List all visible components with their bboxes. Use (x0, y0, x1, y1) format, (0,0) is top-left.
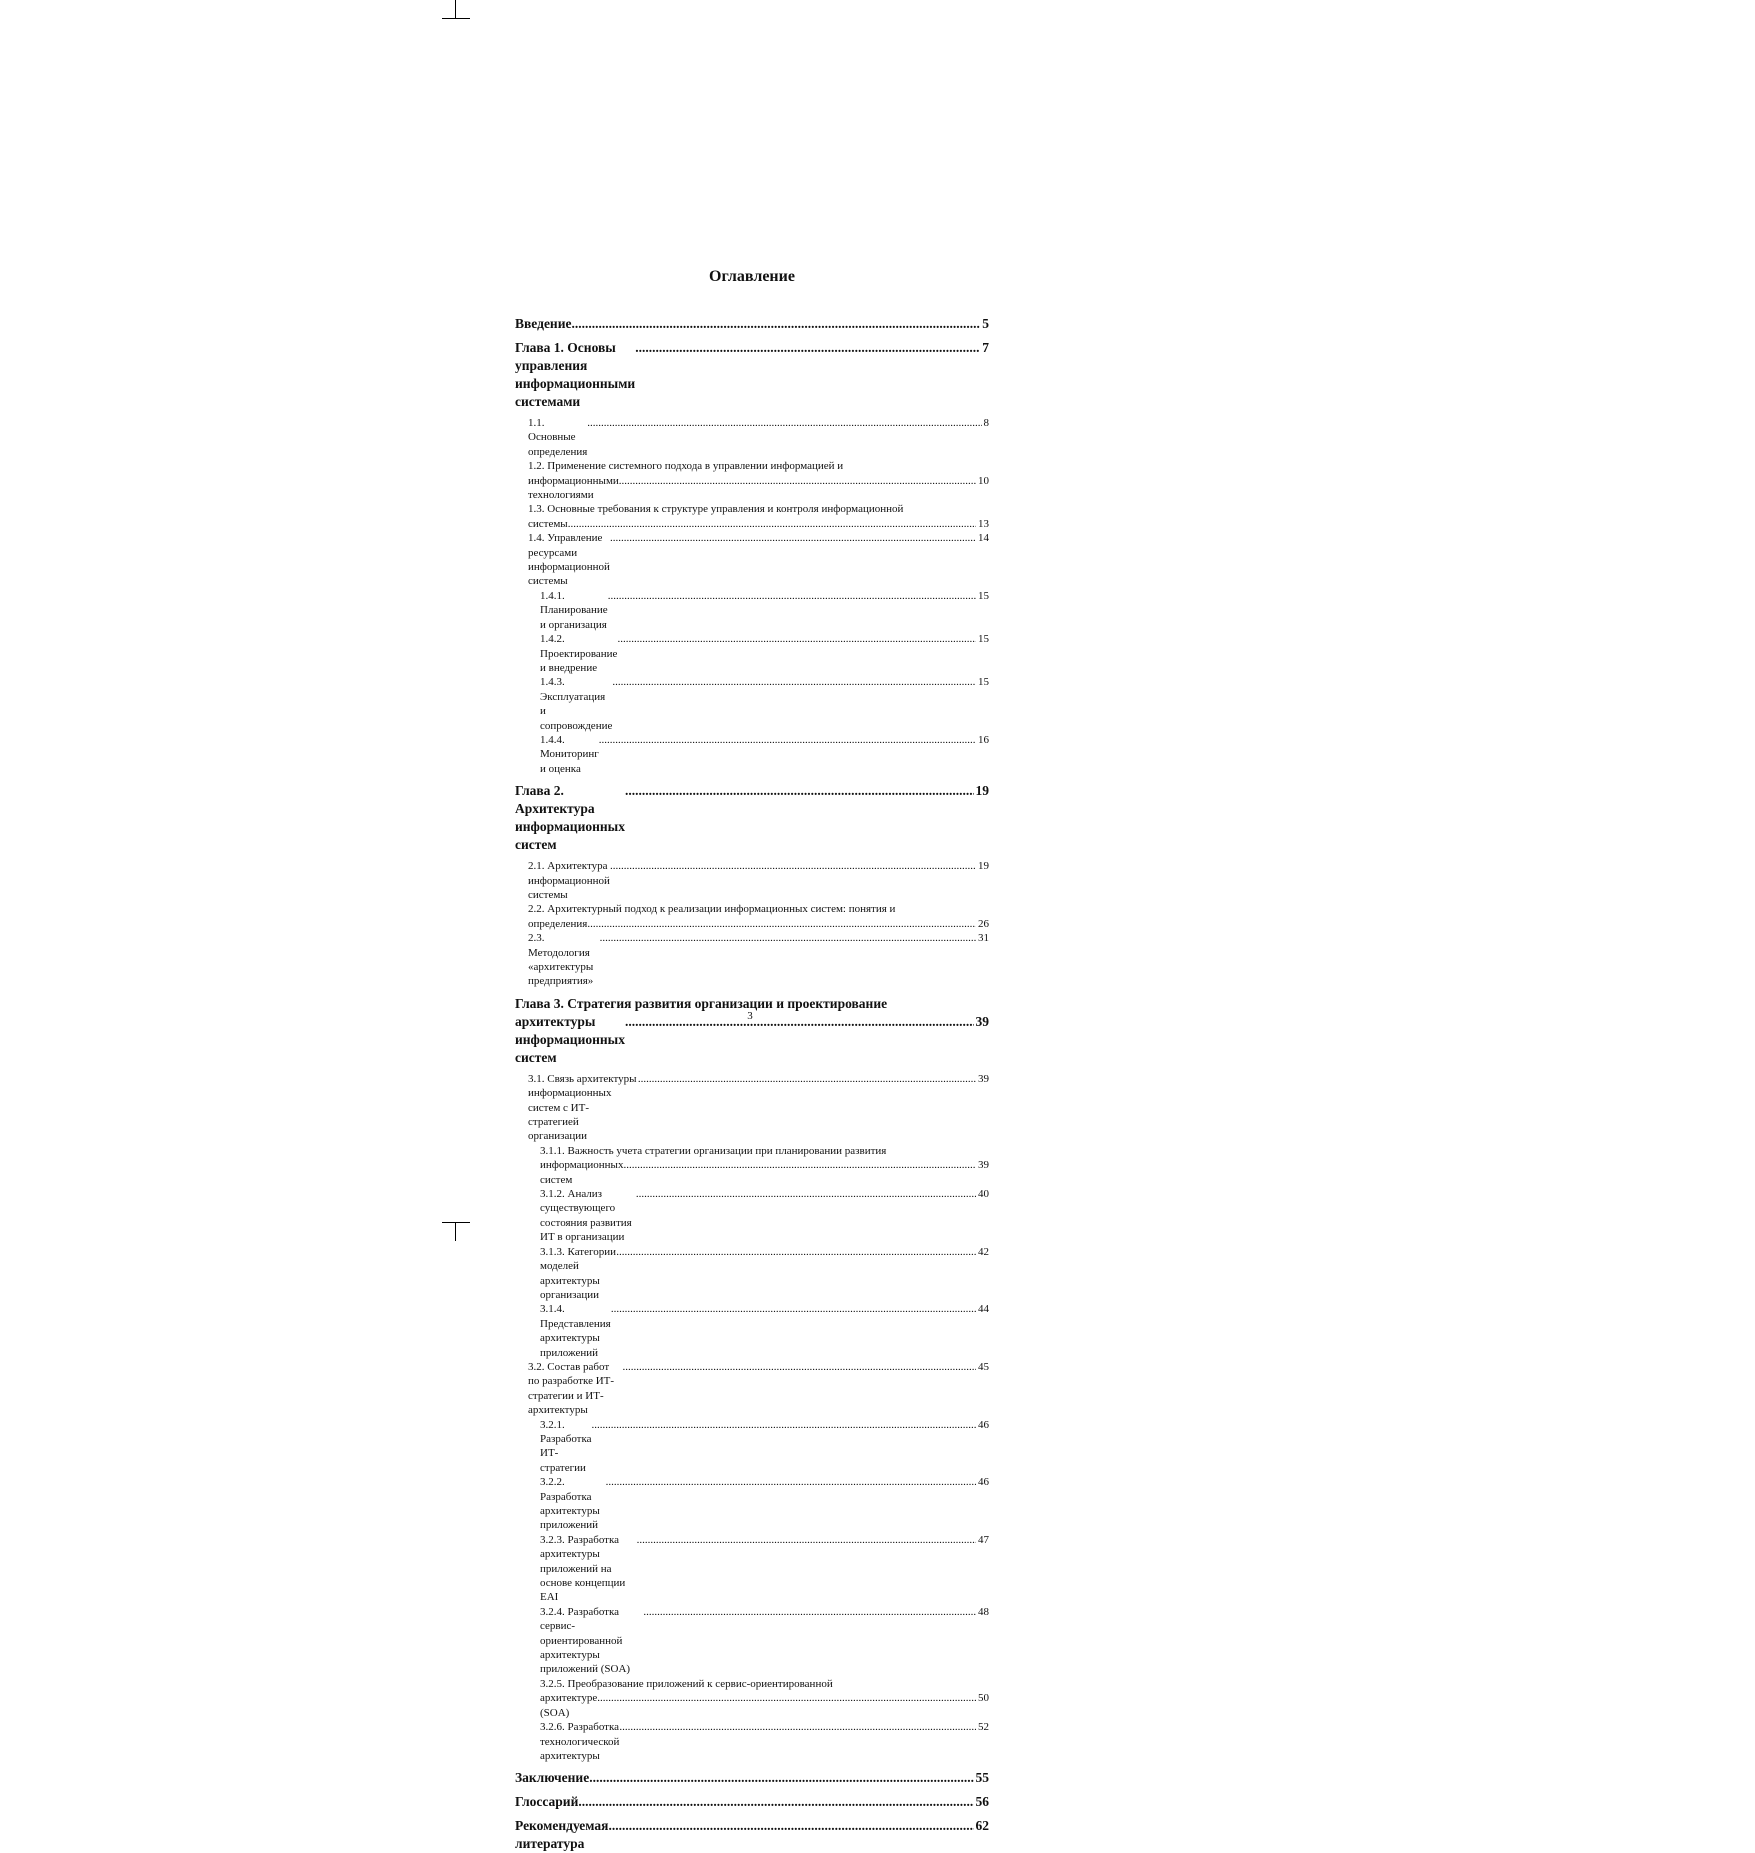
toc-page-number: 15 (978, 589, 989, 602)
toc-entry-chapter-1[interactable] (515, 339, 989, 411)
toc-entry-label: архитектуры информационных систем (515, 1013, 625, 1065)
crop-mark-top-vertical (455, 0, 456, 18)
toc-entry-label: 3.1.3. Категории моделей архитектуры организации (540, 1245, 616, 1301)
toc-entry-label: 1.4. Управление ресурсами информационной системы (528, 532, 610, 588)
toc-entry-label: информационными технологиями (528, 474, 619, 502)
toc-entry-intro[interactable] (515, 315, 989, 333)
toc-page-number: 46 (978, 1418, 989, 1431)
toc-entry-1-1[interactable] (515, 416, 989, 459)
toc-page-number: 45 (978, 1360, 989, 1373)
toc-leader (608, 589, 976, 603)
toc-page-number: 31 (978, 932, 989, 945)
toc-page-number: 39 (978, 1072, 989, 1085)
toc-page-number: 19 (978, 860, 989, 873)
toc-entry-label: 1.4.1. Планирование и организация (540, 589, 608, 631)
toc-leader (568, 517, 976, 531)
toc-leader (636, 1187, 976, 1201)
toc-entry-3-2-2[interactable] (515, 1475, 989, 1533)
toc-leader (617, 632, 976, 646)
toc-entry-label-line1: 3.1.1. Важность учета стратегии организации при планировании развития (540, 1144, 887, 1157)
crop-mark-top-horizontal (442, 18, 470, 19)
toc-page-number: 26 (978, 917, 989, 930)
toc-entry-glossary[interactable] (515, 1793, 989, 1811)
toc-entry-label: 3.2. Состав работ по разработке ИТ-стратегии и ИТ-архитектуры (528, 1360, 615, 1417)
toc-page-number: 46 (978, 1476, 989, 1489)
toc-leader (612, 675, 976, 689)
toc-entry-3-1-2[interactable] (515, 1187, 989, 1245)
toc-entry-label: Введение (515, 316, 572, 331)
toc-page-number: 52 (978, 1721, 989, 1734)
toc-entry-label: 1.1. Основные определения (528, 417, 588, 458)
toc-entry-2-3[interactable] (515, 931, 989, 989)
toc-entry-label-line1: 1.2. Применение системного подхода в управлении информацией и (528, 460, 844, 473)
toc-entry-label: 3.2.6. Разработка технологической архитектуры (540, 1721, 620, 1762)
toc-entry-3-1-4[interactable] (515, 1302, 989, 1360)
toc-leader (635, 339, 980, 357)
toc-page-number: 10 (978, 474, 989, 487)
toc-page-number: 8 (983, 417, 989, 429)
toc-entry-label: 1.4.2. Проектирование и внедрение (540, 633, 618, 674)
toc-entry-label: 3.2.2. Разработка архитектуры приложений (540, 1476, 600, 1532)
toc-entry-label: Рекомендуемая литература (515, 1818, 609, 1852)
toc-page-number: 15 (978, 633, 989, 646)
toc-entry-label: 3.1.2. Анализ существующего состояния развития ИТ в организации (540, 1188, 632, 1244)
toc-entry-label-line1: Глава 3. Стратегия развития организации и проектирование (515, 995, 888, 1011)
toc-entry-label: 3.1.4. Представления архитектуры приложений (540, 1303, 611, 1359)
toc-leader (592, 1418, 976, 1432)
toc-leader (619, 474, 976, 488)
toc-leader (611, 1302, 976, 1316)
toc-leader (587, 917, 976, 931)
toc-entry-label: определения (528, 917, 588, 930)
toc-entry-3-2-6[interactable] (515, 1720, 989, 1763)
toc-entry-label: Глоссарий (515, 1794, 579, 1810)
toc-page-number: 62 (975, 1818, 989, 1834)
toc-entry-3-2-5[interactable] (515, 1677, 989, 1720)
toc-leader (600, 931, 976, 945)
toc-page-number: 7 (982, 340, 989, 355)
toc-entry-1-4-2[interactable] (515, 632, 989, 675)
toc-leader (587, 416, 981, 430)
toc-entry-3-1[interactable] (515, 1072, 989, 1144)
toc-page-number: 5 (982, 316, 989, 331)
toc-page-number: 19 (975, 783, 989, 799)
toc-entry-label: системы (528, 517, 568, 530)
toc-entry-label: информационных систем (540, 1159, 624, 1186)
toc-page-number: 55 (975, 1770, 989, 1786)
toc-entry-chapter-3[interactable] (515, 995, 989, 1067)
toc-entry-3-1-1[interactable] (515, 1144, 989, 1187)
toc-entry-2-2[interactable] (515, 902, 989, 931)
toc-entry-1-4[interactable] (515, 531, 989, 589)
toc-entry-3-1-3[interactable] (515, 1245, 989, 1303)
toc-entry-label: архитектуре (SOA) (540, 1692, 598, 1719)
toc-entry-label: 2.3. Методология «архитектуры предприятия» (528, 932, 594, 988)
toc-entry-literature[interactable] (515, 1817, 989, 1853)
toc-entry-3-2-1[interactable] (515, 1418, 989, 1476)
toc-page-number: 13 (978, 517, 989, 530)
toc-entry-conclusion[interactable] (515, 1769, 989, 1787)
toc-entry-label-line1: 2.2. Архитектурный подход к реализации информационных систем: понятия и (528, 903, 896, 916)
toc-leader (589, 1769, 973, 1787)
page-title: Оглавление (709, 268, 795, 285)
toc-leader (599, 733, 976, 747)
toc-entry-label: Глава 2. Архитектура информационных систем (515, 783, 625, 853)
toc-entry-label: 3.2.4. Разработка сервис-ориентированной архитектуры приложений (SOA) (540, 1605, 631, 1676)
toc-entry-label: Заключение (515, 1770, 590, 1786)
toc-page-number: 50 (978, 1692, 989, 1705)
toc-page-number: 44 (978, 1303, 989, 1316)
toc-leader (623, 1158, 976, 1172)
toc-entry-chapter-2[interactable] (515, 782, 989, 854)
toc-page-number: 39 (978, 1159, 989, 1172)
crop-mark-bottom-horizontal (442, 1222, 470, 1223)
toc-leader (619, 1720, 976, 1734)
toc-leader (610, 859, 976, 873)
toc-page-number: 16 (978, 733, 989, 746)
toc-leader (616, 1245, 976, 1259)
toc-entry-3-2-3[interactable] (515, 1533, 989, 1605)
toc-entry-1-4-4[interactable] (515, 733, 989, 776)
toc-leader (643, 1605, 976, 1619)
page-number: 3 (747, 1010, 753, 1022)
toc-entry-label: 3.2.1. Разработка ИТ-стратегии (540, 1418, 592, 1474)
toc-entry-label: 2.1. Архитектура информационной системы (528, 860, 610, 901)
toc-page-number: 42 (978, 1245, 989, 1258)
table-of-contents (515, 315, 989, 1853)
toc-page-number: 40 (978, 1188, 989, 1201)
toc-page-number: 14 (978, 532, 989, 545)
toc-page-number: 48 (978, 1605, 989, 1618)
toc-leader (610, 531, 976, 545)
toc-entry-label-line1: 1.3. Основные требования к структуре управления и контроля информационной (528, 503, 904, 516)
toc-entry-1-4-3[interactable] (515, 675, 989, 733)
toc-page-number: 56 (975, 1794, 989, 1810)
toc-entry-3-2-4[interactable] (515, 1605, 989, 1677)
toc-entry-label: 3.1. Связь архитектуры информационных систем с ИТ-стратегией организации (528, 1072, 637, 1143)
toc-entry-2-1[interactable] (515, 859, 989, 902)
toc-page-number: 47 (978, 1533, 989, 1546)
toc-page-number: 15 (978, 676, 989, 689)
toc-entry-label: Глава 1. Основы управления информационными системами (515, 340, 636, 409)
toc-entry-label: 1.4.4. Мониторинг и оценка (540, 733, 599, 775)
toc-entry-label: 1.4.3. Эксплуатация и сопровождение (540, 676, 613, 732)
toc-leader (571, 315, 980, 333)
toc-entry-1-2[interactable] (515, 459, 989, 502)
toc-leader (597, 1691, 976, 1705)
toc-leader (606, 1475, 976, 1489)
toc-entry-label-line1: 3.2.5. Преобразование приложений к сервис-ориентированной (540, 1677, 833, 1690)
crop-mark-bottom-vertical (455, 1222, 456, 1241)
toc-entry-1-4-1[interactable] (515, 589, 989, 632)
toc-leader (578, 1793, 973, 1811)
toc-page-number: 39 (975, 1013, 989, 1029)
toc-entry-3-2[interactable] (515, 1360, 989, 1418)
toc-entry-1-3[interactable] (515, 502, 989, 531)
toc-leader (625, 1013, 974, 1031)
toc-entry-label: 3.2.3. Разработка архитектуры приложений на основе концепции EAI (540, 1533, 626, 1604)
toc-leader (608, 1817, 973, 1835)
toc-leader (638, 1072, 976, 1086)
toc-leader (637, 1533, 976, 1547)
toc-leader (623, 1360, 976, 1374)
toc-leader (625, 782, 974, 800)
